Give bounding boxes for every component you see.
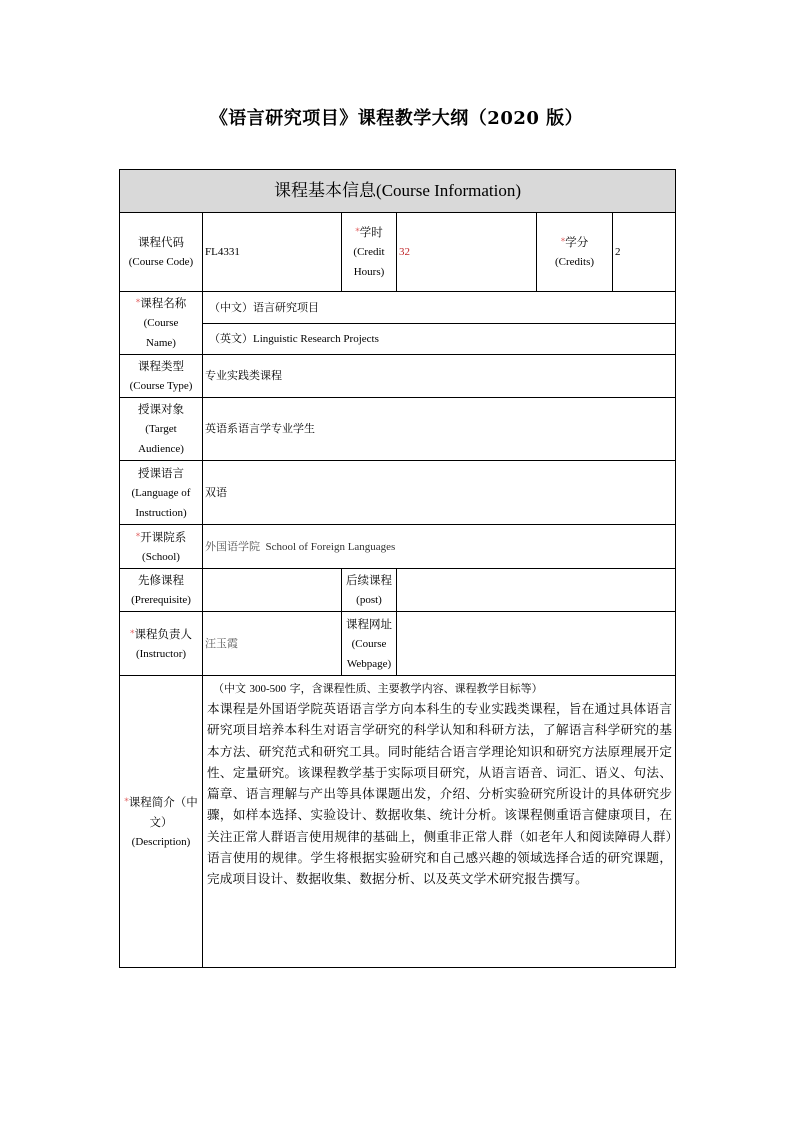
post-label-en: (post): [356, 594, 382, 606]
webpage-label-zh: 课程网址: [346, 616, 392, 631]
credits-value: 2: [613, 213, 676, 292]
required-marker-icon: *: [135, 531, 141, 542]
course-info-table: [119, 169, 676, 968]
row-school: [120, 525, 676, 569]
description-label-en: (Description): [131, 835, 191, 848]
webpage-label-en-1: (Course: [351, 637, 387, 650]
row-instructor-webpage: [120, 612, 676, 676]
row-language: [120, 461, 676, 525]
credit-hours-label-zh: 学时: [359, 225, 383, 239]
credits-label-zh: 学分: [565, 235, 589, 249]
course-name-en-prefix: （英文）: [209, 332, 253, 345]
credits-label: [537, 213, 613, 292]
course-name-label: [120, 292, 203, 355]
instructor-label-zh: 课程负责人: [134, 626, 192, 641]
post-value: [397, 569, 676, 612]
description-hint-num: 300-500: [249, 683, 287, 695]
required-marker-icon: *: [130, 628, 135, 639]
school-value-zh: 外国语学院: [205, 540, 260, 553]
row-course-type: [120, 355, 676, 398]
section-title-zh: 课程基本信息: [274, 181, 377, 201]
instructor-label: [120, 612, 203, 676]
instructor-label-en: (Instructor): [135, 647, 187, 660]
required-marker-icon: *: [560, 237, 566, 247]
course-name-zh-prefix: （中文）: [209, 300, 253, 314]
required-marker-icon: *: [355, 227, 360, 237]
prerequisite-label-en: (Prerequisite): [131, 594, 191, 606]
course-type-value: 专业实践类课程: [203, 355, 676, 398]
language-label-en-1: (Language of: [131, 486, 191, 499]
row-course-name-en: [120, 324, 676, 355]
section-header-row: [120, 170, 676, 213]
course-code-value: FL4331: [203, 213, 342, 292]
course-name-en-value: Linguistic Research Projects: [253, 333, 379, 345]
target-audience-value: 英语系语言学专业学生: [203, 398, 676, 461]
row-target-audience: [120, 398, 676, 461]
course-name-label-zh: 课程名称: [140, 296, 187, 310]
language-label: [120, 461, 203, 525]
webpage-label: [342, 612, 397, 676]
language-label-en-2: Instruction): [135, 506, 187, 519]
school-label-zh: 开课院系: [140, 529, 187, 544]
row-course-name-zh: [120, 292, 676, 324]
section-title-en: (Course Information): [376, 181, 521, 200]
prerequisite-value: [203, 569, 342, 612]
course-name-en-cell: [203, 324, 676, 355]
credit-hours-value: 32: [397, 213, 537, 292]
description-label: [120, 676, 203, 968]
row-description: [120, 676, 676, 968]
target-audience-label-zh: 授课对象: [138, 402, 184, 416]
school-value: [203, 525, 676, 569]
target-audience-label-en-2: Audience): [138, 443, 184, 455]
course-code-label: [120, 213, 203, 292]
post-label: [342, 569, 397, 612]
course-name-zh-value: 语言研究项目: [253, 300, 319, 314]
course-type-label-zh: 课程类型: [138, 359, 184, 373]
required-marker-icon: *: [124, 796, 129, 807]
credit-hours-label-en-2: Hours): [353, 266, 385, 278]
course-name-label-en-1: (Course: [143, 317, 179, 329]
target-audience-label: [120, 398, 203, 461]
webpage-label-en-2: Webpage): [346, 657, 392, 670]
description-cell: [203, 676, 676, 968]
school-label-en: (School): [142, 550, 180, 563]
credit-hours-label: [342, 213, 397, 292]
course-code-label-zh: 课程代码: [138, 235, 184, 249]
instructor-value: 汪玉霞: [203, 612, 342, 676]
course-code-label-en: (Course Code): [128, 256, 194, 268]
document-title: 《语言研究项目》课程教学大纲（2020 版）: [209, 108, 584, 129]
section-header: [120, 170, 676, 213]
course-name-label-en-2: Name): [146, 337, 176, 349]
school-value-en: School of Foreign Languages: [265, 540, 396, 553]
row-code-hours-credits: [120, 213, 676, 292]
course-type-label: [120, 355, 203, 398]
prerequisite-label: [120, 569, 203, 612]
credit-hours-label-en-1: (Credit: [353, 246, 385, 258]
course-name-zh-cell: [203, 292, 676, 324]
description-hint-prefix: （中文: [213, 682, 250, 695]
language-label-zh: 授课语言: [138, 465, 184, 480]
course-type-label-en: (Course Type): [129, 380, 193, 392]
prerequisite-label-zh: 先修课程: [138, 573, 184, 587]
school-label: [120, 525, 203, 569]
description-hint-suffix: 字，含课程性质、主要教学内容、课程教学目标等）: [286, 682, 543, 695]
description-hint: [207, 680, 672, 698]
description-text: 本课程是外国语学院英语语言学方向本科生的专业实践类课程，旨在通过具体语言研究项目培养本科生对语言学研究的科学认知和科研方法，了解语言科学研究的基本方法、研究范式和研究工具。同时能结合语言学理论知识和研究方法原理展开定性、定量研究。该课程教学基于实际项目研究，从语言语音、词汇、语义、句法、篇章、语言理解与产出等具体课题出发，介绍、分析实验研究所设计的具体研究步骤，如样本选择、实验设计、数据收集、统计分析。该课程侧重语言健康项目，在关注正常人群语言使用规律的基础上，侧重非正常人群（如老年人和阅读障碍人群）语言使用的规律。学生将根据实验研究和自己感兴趣的领域选择合适的研究课题，完成项目设计、数据收集、数据分析、以及英文学术研究报告撰写。: [207, 701, 673, 887]
language-value: 双语: [203, 461, 676, 525]
required-marker-icon: *: [135, 298, 141, 308]
row-prerequisite-post: [120, 569, 676, 612]
webpage-value: [397, 612, 676, 676]
description-label-zh: 课程简介（中文）: [128, 794, 198, 829]
credits-label-en: (Credits): [554, 256, 595, 268]
target-audience-label-en-1: (Target: [145, 423, 177, 435]
post-label-zh: 后续课程: [346, 573, 392, 587]
